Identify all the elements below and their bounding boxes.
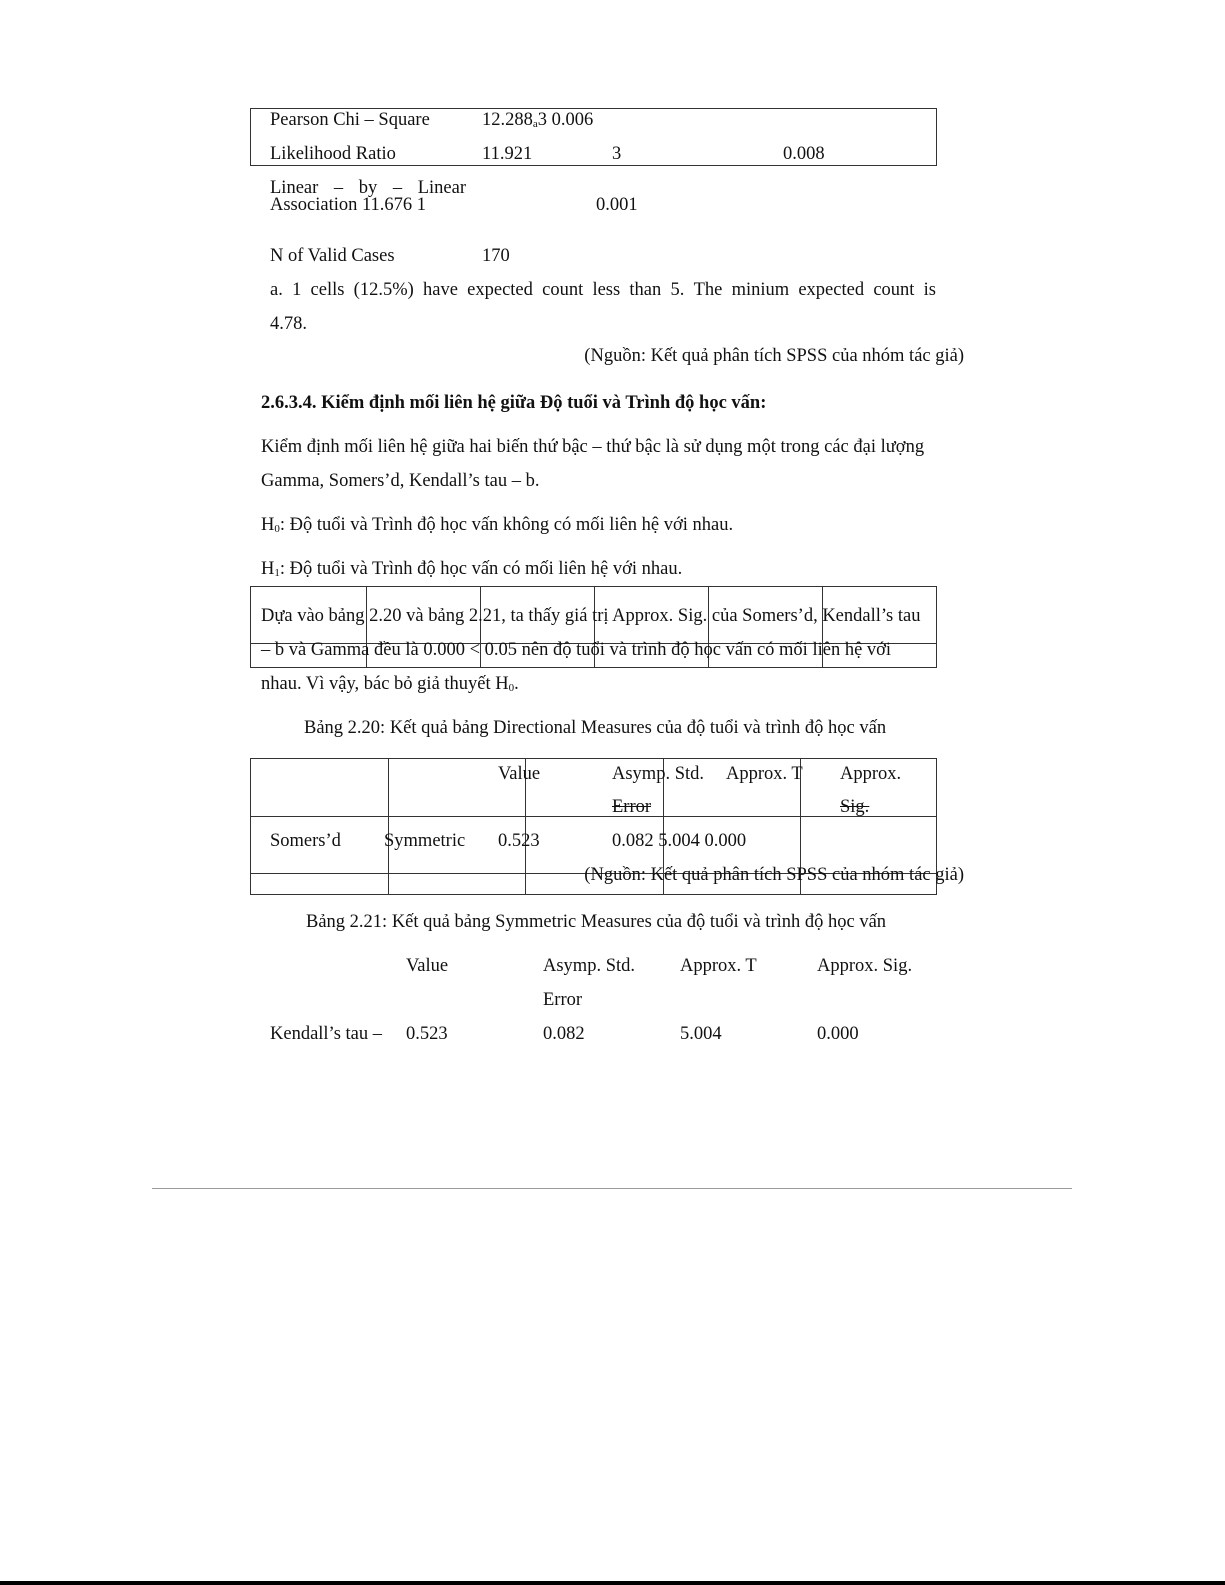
table-221-row-value: 0.523 bbox=[406, 1024, 448, 1044]
pearson-values bbox=[482, 110, 593, 131]
hypothesis-h0: H0: Độ tuổi và Trình độ học vấn không có mối liên hệ với nhau. bbox=[261, 515, 734, 535]
table-221-header-approx-sig: Approx. Sig. bbox=[817, 956, 913, 976]
table-220-header-approx-t: Approx. T bbox=[726, 764, 803, 784]
n-valid-label: N of Valid Cases bbox=[270, 246, 395, 266]
section-heading: 2.6.3.4. Kiểm định mối liên hệ giữa Độ tuổi và Trình độ học vấn: bbox=[261, 393, 767, 413]
linear-label-line2: Association 11.676 1 bbox=[270, 195, 427, 215]
linear-sig: 0.001 bbox=[596, 195, 638, 215]
table-220-header-value: Value bbox=[498, 764, 541, 784]
pearson-df-sig: 3 0.006 bbox=[537, 110, 594, 130]
table-221-row-measure: Kendall’s tau – bbox=[270, 1024, 383, 1044]
para1-line1: Kiểm định mối liên hệ giữa hai biến thứ bậc – thứ bậc là sử dụng một trong các đại lượng bbox=[261, 437, 925, 457]
table-220-caption: Bảng 2.20: Kết quả bảng Directional Measures của độ tuổi và trình độ học vấn bbox=[304, 718, 887, 738]
linear-label-line1: Linear – by – Linear bbox=[270, 178, 466, 198]
n-valid-value: 170 bbox=[482, 246, 510, 266]
table-220-header-approx: Approx. bbox=[840, 764, 902, 784]
table-220-header-error: Error bbox=[612, 797, 652, 817]
table-221-caption: Bảng 2.21: Kết quả bảng Symmetric Measures của độ tuổi và trình độ học vấn bbox=[306, 912, 887, 932]
pearson-footnote-marker: a bbox=[532, 118, 538, 130]
pearson-label: Pearson Chi – Square bbox=[270, 110, 430, 130]
likelihood-value: 11.921 bbox=[482, 144, 533, 164]
table-220-row-stats: 0.082 5.004 0.000 bbox=[612, 831, 747, 851]
table-221-header-approx-t: Approx. T bbox=[680, 956, 757, 976]
chi-source-note: (Nguồn: Kết quả phân tích SPSS của nhóm tác giả) bbox=[584, 346, 964, 366]
table-220-header-asymp: Asymp. Std. bbox=[612, 764, 705, 784]
para2-line2: – b và Gamma đều là 0.000 < 0.05 nên độ tuổi và trình độ học vấn có mối liên hệ với bbox=[261, 640, 892, 660]
table-221-row-t: 5.004 bbox=[680, 1024, 722, 1044]
table-221-row-sig: 0.000 bbox=[817, 1024, 859, 1044]
table-220-row-value: 0.523 bbox=[498, 831, 540, 851]
table-220-row-type: Symmetric bbox=[384, 831, 466, 851]
likelihood-sig: 0.008 bbox=[783, 144, 825, 164]
para2-line3: nhau. Vì vậy, bác bỏ giả thuyết H0. bbox=[261, 674, 519, 694]
table-220-rule bbox=[250, 816, 937, 817]
table-221-row-error: 0.082 bbox=[543, 1024, 585, 1044]
footnote-line1: a. 1 cells (12.5%) have expected count less than 5. The minium expected count is bbox=[270, 280, 936, 300]
table-221-header-error: Error bbox=[543, 990, 583, 1010]
likelihood-label: Likelihood Ratio bbox=[270, 144, 396, 164]
pearson-chi-value: 12.288 bbox=[482, 110, 533, 130]
table-220-source-note: (Nguồn: Kết quả phân tích SPSS của nhóm tác giả) bbox=[584, 865, 964, 885]
hypothesis-h1: H1: Độ tuổi và Trình độ học vấn có mối liên hệ với nhau. bbox=[261, 559, 683, 579]
para1-line2: Gamma, Somers’d, Kendall’s tau – b. bbox=[261, 471, 540, 491]
para2-line1: Dựa vào bảng 2.20 và bảng 2.21, ta thấy giá trị Approx. Sig. của Somers’d, Kendall’s tau bbox=[261, 606, 921, 626]
table-220-col bbox=[388, 758, 389, 895]
page-bottom-edge bbox=[0, 1581, 1225, 1585]
likelihood-df: 3 bbox=[612, 144, 622, 164]
page-footer-divider bbox=[152, 1188, 1072, 1189]
table-220-header-sig: Sig. bbox=[840, 797, 870, 817]
table-220-row-measure: Somers’d bbox=[270, 831, 341, 851]
footnote-line2: 4.78. bbox=[270, 314, 307, 334]
table-221-header-value: Value bbox=[406, 956, 449, 976]
table-221-header-asymp: Asymp. Std. bbox=[543, 956, 636, 976]
